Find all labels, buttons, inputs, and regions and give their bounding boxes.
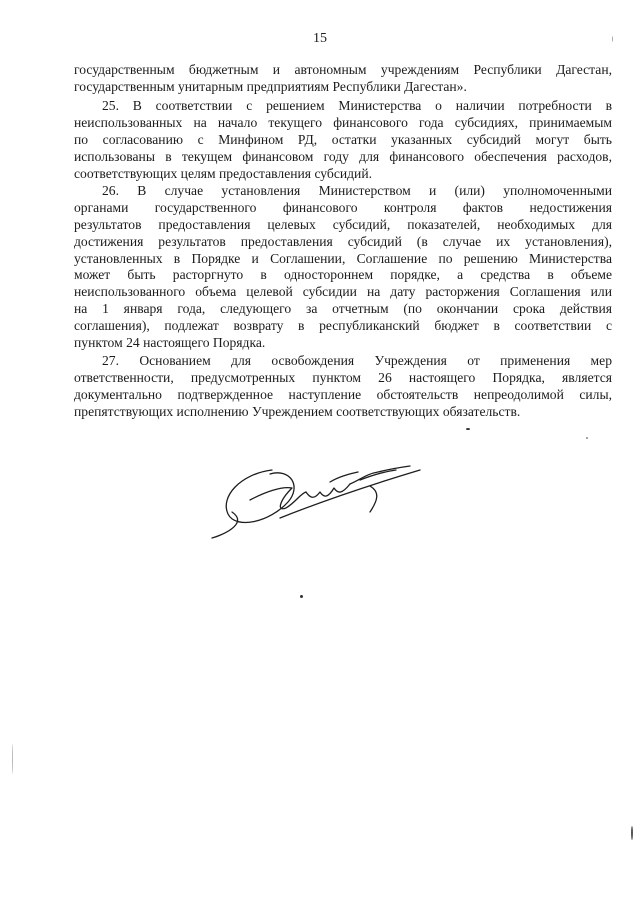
scan-speck xyxy=(300,595,303,598)
text-line: 27. Основанием для освобождения Учреждения от применения мер xyxy=(102,353,612,368)
text-line: государственным бюджетным и автономным учреждениям Республики Дагестан, xyxy=(74,62,612,77)
text-line: документально подтвержденное наступление обстоятельств непреодолимой силы, xyxy=(74,386,612,402)
scan-speck xyxy=(12,744,13,774)
text-line: соглашения), подлежат возврату в республиканский бюджет в соответствии с xyxy=(74,318,612,334)
handwritten-signature xyxy=(210,452,440,542)
text-line: пунктом 24 настоящего Порядка. xyxy=(74,335,266,351)
text-line: органами государственного финансового контроля фактов недостижения xyxy=(74,199,612,215)
text-line: может быть расторгнуто в одностороннем порядке, а средства в объеме xyxy=(74,267,612,283)
scan-speck xyxy=(612,36,613,42)
text-line: 25. В соответствии с решением Министерства о наличии потребности в xyxy=(102,98,612,113)
text-line: препятствующих исполнению Учреждением соответствующих обязательств. xyxy=(74,403,521,419)
text-line: государственным унитарным предприятиям Республики Дагестан». xyxy=(74,78,467,94)
text-line: ответственности, предусмотренных пунктом 26 настоящего Порядка, является xyxy=(74,369,612,385)
text-line: 26. В случае установления Министерством и (или) уполномоченными xyxy=(102,183,612,198)
text-line: использованы в текущем финансовом году для финансового обеспечения расходов, xyxy=(74,148,612,164)
scan-speck xyxy=(586,437,588,439)
text-line: неиспользованного объема целевой субсидии на дату расторжения Соглашения или xyxy=(74,284,612,300)
scan-speck xyxy=(466,428,470,430)
paragraph-27 xyxy=(74,353,612,421)
page-number: 15 xyxy=(313,31,327,46)
paragraph-continuation xyxy=(74,62,612,96)
scan-speck xyxy=(631,826,633,840)
paragraph-26 xyxy=(74,183,612,352)
text-line: результатов предоставления целевых субсидий, показателей, необходимых для xyxy=(74,216,612,232)
text-line: установленных в Порядке и Соглашении, Соглашение по решению Министерства xyxy=(74,250,612,266)
text-line: соответствующих целям предоставления субсидий. xyxy=(74,165,373,181)
paragraph-25 xyxy=(74,98,612,182)
text-line: по согласованию с Минфином РД, остатки указанных субсидий могут быть xyxy=(74,131,612,147)
text-line: достижения результатов предоставления субсидий (в случае их установления), xyxy=(74,233,612,249)
text-line: неиспользованных на начало текущего финансового года субсидиях, принимаемым xyxy=(74,114,612,130)
text-line: на 1 января года, следующего за отчетным (по окончании срока действия xyxy=(74,301,612,317)
